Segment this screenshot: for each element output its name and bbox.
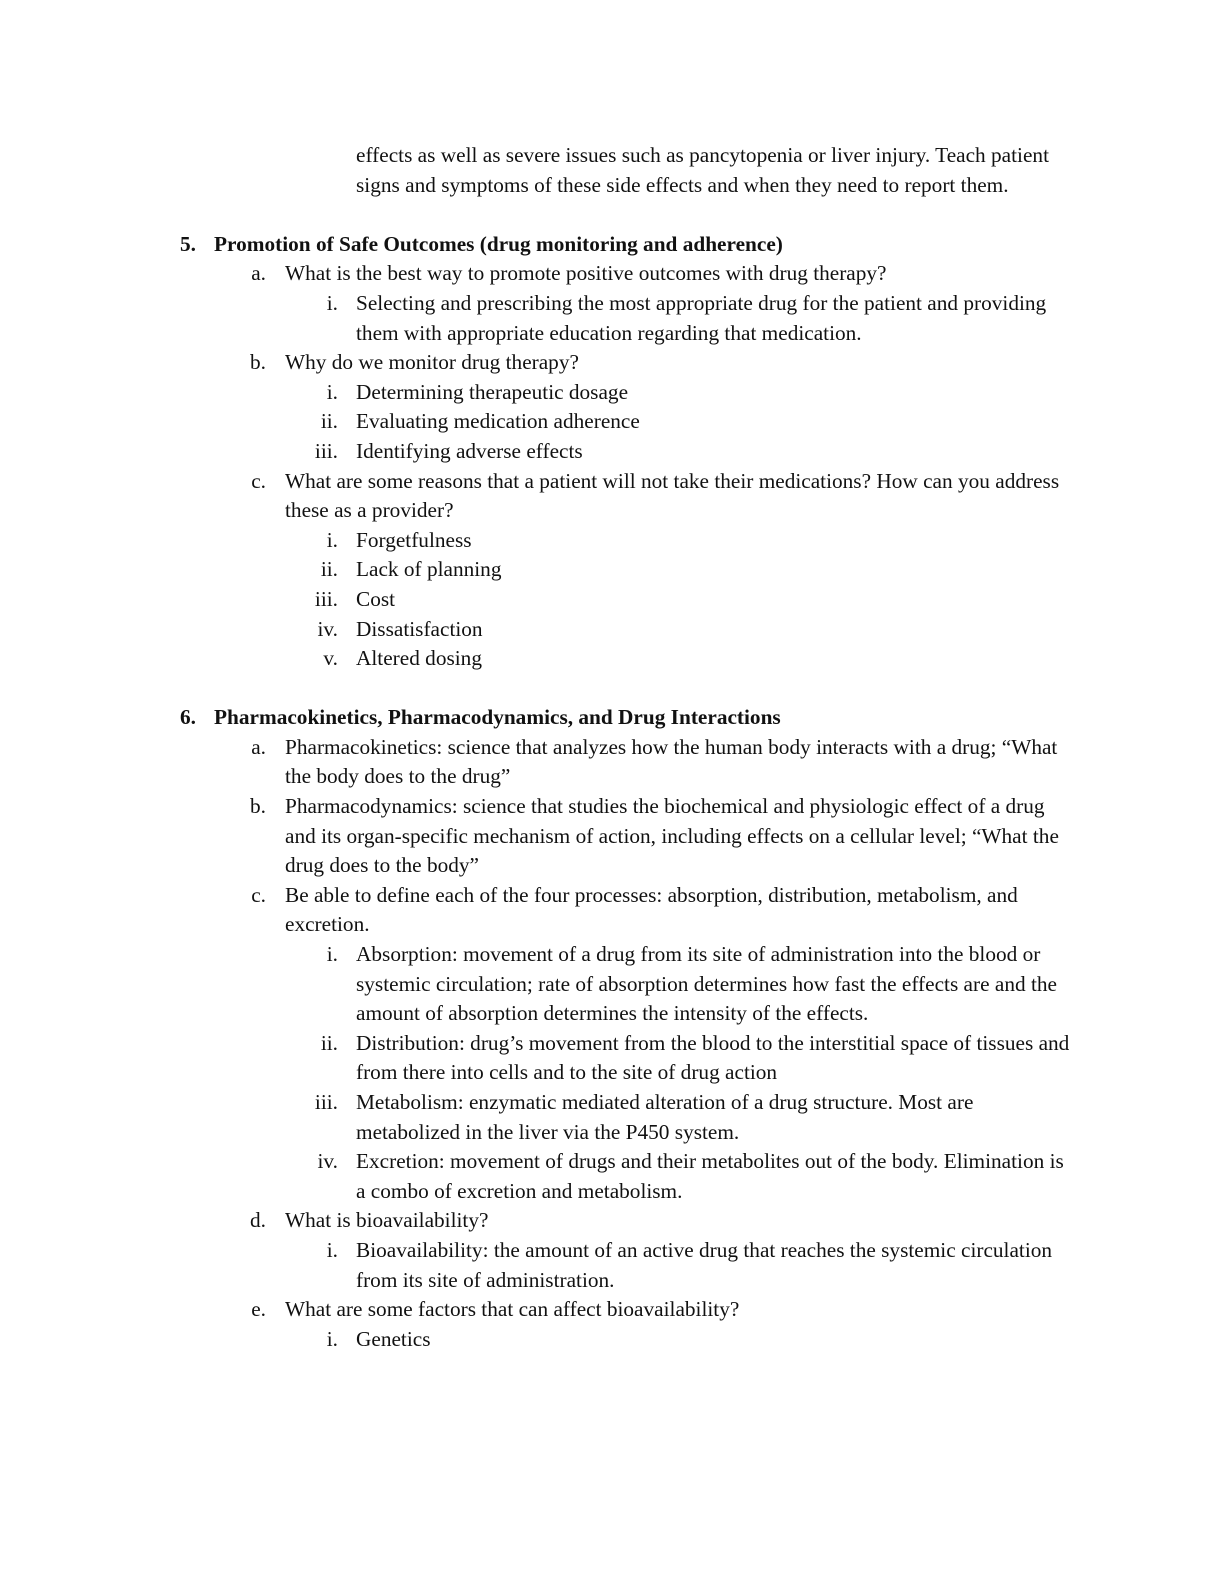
spacer [0,200,1224,230]
list-item [0,881,1224,940]
continuation-paragraph [0,141,1224,200]
sub-list-marker: i. [326,942,338,967]
sub-list-item-text: Metabolism: enzymatic mediated alteration of a drug structure. Most are metabolized in the liver via the P450 system. [356,1090,974,1144]
sub-list-item [0,289,1224,348]
list-marker: b. [250,794,266,819]
sub-list-marker: ii. [320,557,338,582]
sub-list-item-text: Lack of planning [356,557,502,582]
sub-list-marker: iii. [314,438,338,463]
sub-list-marker: iv. [317,1149,338,1174]
sub-list-item-text: Excretion: movement of drugs and their metabolites out of the body. Elimination is a combo of excretion and metabolism. [356,1149,1064,1203]
sub-list-item [0,615,1224,645]
list-marker: d. [250,1208,266,1233]
sub-list-marker: i. [326,1326,338,1351]
list-marker: c. [251,882,266,907]
sub-list-item-text: Cost [356,586,396,611]
list-item [0,733,1224,792]
list-item-text: What are some reasons that a patient will not take their medications? How can you address these as a provider? [285,468,1060,523]
section-number: 5. [180,231,196,256]
sub-list-item-text: Bioavailability: the amount of an active drug that reaches the systemic circulation from its site of administration. [356,1237,1053,1292]
sub-list-item-text: Absorption: movement of a drug from its site of administration into the blood or systemic circulation; rate of absorption determines how fast the effects are and the amount of absorption determines the intensity of the effects. [356,942,1057,1026]
list-item-text: What is the best way to promote positive outcomes with drug therapy? [285,261,887,286]
sub-list-item-text: Dissatisfaction [356,616,483,641]
sub-list-item [0,940,1224,1029]
sub-list-item [0,378,1224,408]
document-page [0,141,1224,1354]
sub-list-item [0,1029,1224,1088]
sub-list-item [0,585,1224,615]
list-item-text: What is bioavailability? [285,1208,489,1233]
list-item [0,348,1224,378]
sub-list-marker: iv. [317,616,338,641]
sub-list-marker: ii. [320,1030,338,1055]
sub-list-item [0,555,1224,585]
sub-list-item [0,1147,1224,1206]
sub-list-marker: i. [326,1237,338,1262]
sub-list-item-text: Altered dosing [356,646,482,671]
sub-list-item [0,644,1224,674]
sub-list-item [0,437,1224,467]
sub-list-item-text: Evaluating medication adherence [356,409,640,434]
sub-list-marker: iii. [314,586,338,611]
list-item [0,792,1224,881]
sub-list-item-text: Genetics [356,1326,431,1351]
list-marker: a. [251,734,266,759]
sub-list-item-text: Identifying adverse effects [356,438,583,463]
sub-list-marker: i. [326,527,338,552]
list-marker: b. [250,350,266,375]
list-item [0,259,1224,289]
sub-list-item [0,526,1224,556]
list-item [0,467,1224,526]
list-item-text: Pharmacokinetics: science that analyzes how the human body interacts with a drug; “What the body does to the drug” [285,734,1058,789]
sub-list-item-text: Determining therapeutic dosage [356,379,629,404]
list-item-text: Be able to define each of the four processes: absorption, distribution, metabolism, and excretion. [285,882,1018,937]
list-marker: e. [251,1297,266,1322]
list-item [0,1295,1224,1325]
sub-list-marker: v. [323,646,338,671]
sub-list-marker: iii. [314,1090,338,1114]
sub-list-item-text: Distribution: drug’s movement from the blood to the interstitial space of tissues and from there into cells and to the site of drug action [356,1030,1070,1085]
sub-list-item [0,407,1224,437]
sub-list-item [0,1236,1224,1295]
list-item-text: What are some factors that can affect bioavailability? [285,1297,740,1322]
list-marker: c. [251,468,266,493]
sub-list-item-text: Selecting and prescribing the most appropriate drug for the patient and providing them with appropriate education regarding that medication. [356,290,1047,345]
section-number: 6. [180,705,196,730]
section-title: Pharmacokinetics, Pharmacodynamics, and Drug Interactions [214,705,781,730]
list-item [0,1206,1224,1236]
list-item-text: Why do we monitor drug therapy? [285,350,579,375]
sub-list-item [0,1088,1224,1147]
spacer [0,674,1224,704]
section-title: Promotion of Safe Outcomes (drug monitoring and adherence) [214,231,783,256]
list-item-text: Pharmacodynamics: science that studies the biochemical and physiologic effect of a drug and its organ-specific mechanism of action, including effects on a cellular level; “What the drug does to the body” [285,794,1059,878]
sub-list-marker: i. [326,290,338,315]
sub-list-item-text: Forgetfulness [356,527,472,552]
sub-list-marker: ii. [320,409,338,434]
sub-list-item [0,1325,1224,1355]
list-marker: a. [251,261,266,286]
section-5-heading [0,230,1224,260]
sub-list-marker: i. [326,379,338,404]
section-6-heading [0,703,1224,733]
continuation-text: effects as well as severe issues such as pancytopenia or liver injury. Teach patient signs and symptoms of these side effects and when they need to report them. [356,143,1049,197]
